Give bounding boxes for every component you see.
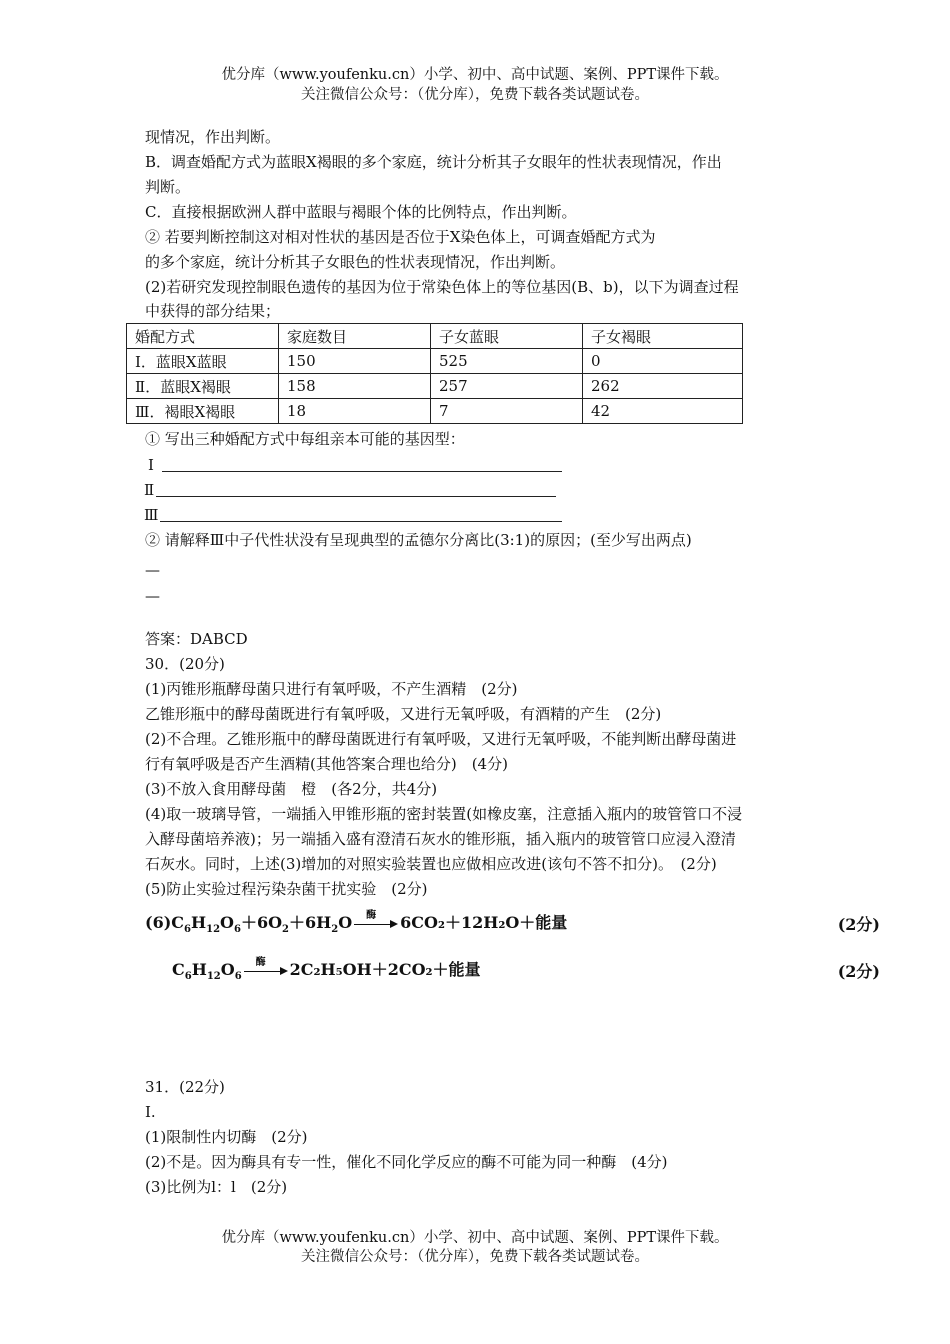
text-line: (2)若研究发现控制眼色遗传的基因为位于常染色体上的等位基因(B、b)，以下为调查过程: [145, 278, 739, 296]
enzyme-label: 酶: [255, 956, 266, 968]
blank-label-1: Ⅰ: [148, 456, 154, 474]
reaction-arrow-icon: [244, 956, 288, 977]
answer-dash-2: —: [145, 587, 160, 605]
q30-line: 行有氧呼吸是否产生酒精(其他答案合理也给分) (4分): [145, 755, 508, 773]
table-cell: 150: [279, 349, 431, 374]
equation-products: 2C₂H₅OH＋2CO₂＋能量: [289, 960, 481, 979]
text-line: 中获得的部分结果；: [145, 302, 281, 320]
reaction-arrow-icon: [354, 909, 398, 930]
answer-key-line: 答案：DABCD: [145, 630, 248, 648]
answer-blank-1[interactable]: [162, 471, 562, 472]
table-header-cell: 子女蓝眼: [431, 324, 583, 349]
table-cell: 525: [431, 349, 583, 374]
question-explain-ratio: ② 请解释Ⅲ中子代性状没有呈现典型的孟德尔分离比(3:1)的原因；(至少写出两点): [145, 531, 692, 549]
equation-products: 6CO₂＋12H₂O＋能量: [400, 913, 568, 932]
page-header-line-1: 优分库（www.youfenku.cn）小学、初中、高中试题、案例、PPT课件下载。: [221, 67, 729, 83]
table-row: [127, 399, 743, 424]
enzyme-label: 酶: [366, 909, 377, 921]
question-genotypes: ① 写出三种婚配方式中每组亲本可能的基因型：: [145, 430, 465, 448]
q30-line: 乙锥形瓶中的酵母菌既进行有氧呼吸，又进行无氧呼吸，有酒精的产生 (2分): [145, 705, 662, 723]
text-line: C．直接根据欧洲人群中蓝眼与褐眼个体的比例特点，作出判断。: [145, 203, 577, 221]
table-cell: 42: [583, 399, 743, 424]
equation-score: (2分): [837, 915, 880, 934]
text-line: B．调查婚配方式为蓝眼X褐眼的多个家庭，统计分析其子女眼年的性状表现情况，作出: [145, 153, 722, 171]
page-footer-line-2: 关注微信公众号：（优分库），免费下载各类试题试卷。: [301, 1249, 649, 1265]
equation-prefix: (6): [145, 913, 172, 932]
table-row: [127, 374, 743, 399]
q30-line: 石灰水。同时，上述(3)增加的对照实验装置也应做相应改进(该句不答不扣分)。 (2分): [145, 855, 717, 873]
table-cell: 7: [431, 399, 583, 424]
table-cell: 262: [583, 374, 743, 399]
table-header-cell: 子女褐眼: [583, 324, 743, 349]
q30-line: (2)不合理。乙锥形瓶中的酵母菌既进行有氧呼吸，又进行无氧呼吸，不能判断出酵母菌进: [145, 730, 737, 748]
equation-aerobic: $(6)C_6H_{12}O_6+6O_2+6H_2O$ 酶 6CO₂＋12H₂O＋能量: [145, 910, 567, 935]
table-cell: Ⅰ．蓝眼X蓝眼: [127, 349, 279, 374]
q30-line: (1)丙锥形瓶酵母菌只进行有氧呼吸，不产生酒精 (2分): [145, 680, 518, 698]
blank-label-3: Ⅲ: [144, 506, 159, 524]
equation-score: (2分): [837, 962, 880, 981]
survey-results-table: [126, 323, 743, 424]
table-cell: 18: [279, 399, 431, 424]
answer-blank-3[interactable]: [160, 521, 562, 522]
q30-line: (5)防止实验过程污染杂菌干扰实验 (2分): [145, 880, 428, 898]
q31-title: 31．(22分): [145, 1078, 225, 1096]
answer-blank-2[interactable]: [156, 496, 556, 497]
table-header-cell: 婚配方式: [127, 324, 279, 349]
text-line: 判断。: [145, 178, 191, 196]
table-header-row: [127, 324, 743, 349]
q30-line: 入酵母菌培养液)；另一端插入盛有澄清石灰水的锥形瓶，插入瓶内的玻管管口应浸入澄清: [145, 830, 736, 848]
answer-dash-1: —: [145, 561, 160, 579]
text-line: ② 若要判断控制这对相对性状的基因是否位于X染色体上，可调查婚配方式为: [145, 228, 656, 246]
table-header-cell: 家庭数目: [279, 324, 431, 349]
text-line: 的多个家庭，统计分析其子女眼色的性状表现情况，作出判断。: [145, 253, 566, 271]
equation-anaerobic: $C_6H_{12}O_6$ 酶 2C₂H₅OH＋2CO₂＋能量: [172, 957, 481, 982]
page-header-line-2: 关注微信公众号：（优分库），免费下载各类试题试卷。: [301, 87, 649, 103]
table-cell: Ⅲ．褐眼X褐眼: [127, 399, 279, 424]
q30-title: 30．(20分): [145, 655, 225, 673]
table-row: [127, 349, 743, 374]
q31-line: (2)不是。因为酶具有专一性，催化不同化学反应的酶不可能为同一种酶 (4分): [145, 1153, 668, 1171]
blank-label-2: Ⅱ: [144, 481, 155, 499]
table-cell: Ⅱ．蓝眼X褐眼: [127, 374, 279, 399]
table-cell: 0: [583, 349, 743, 374]
q31-line: (3)比例为l：l (2分): [145, 1178, 288, 1196]
text-line: 现情况，作出判断。: [145, 128, 281, 146]
table-cell: 158: [279, 374, 431, 399]
q30-line: (3)不放入食用酵母菌 橙 (各2分，共4分): [145, 780, 438, 798]
table-cell: 257: [431, 374, 583, 399]
q30-line: (4)取一玻璃导管，一端插入甲锥形瓶的密封装置(如橡皮塞，注意插入瓶内的玻管管口不浸: [145, 805, 743, 823]
q31-line: (1)限制性内切酶 (2分): [145, 1128, 308, 1146]
q31-line: I.: [145, 1103, 156, 1121]
page-footer-line-1: 优分库（www.youfenku.cn）小学、初中、高中试题、案例、PPT课件下载。: [221, 1230, 729, 1246]
